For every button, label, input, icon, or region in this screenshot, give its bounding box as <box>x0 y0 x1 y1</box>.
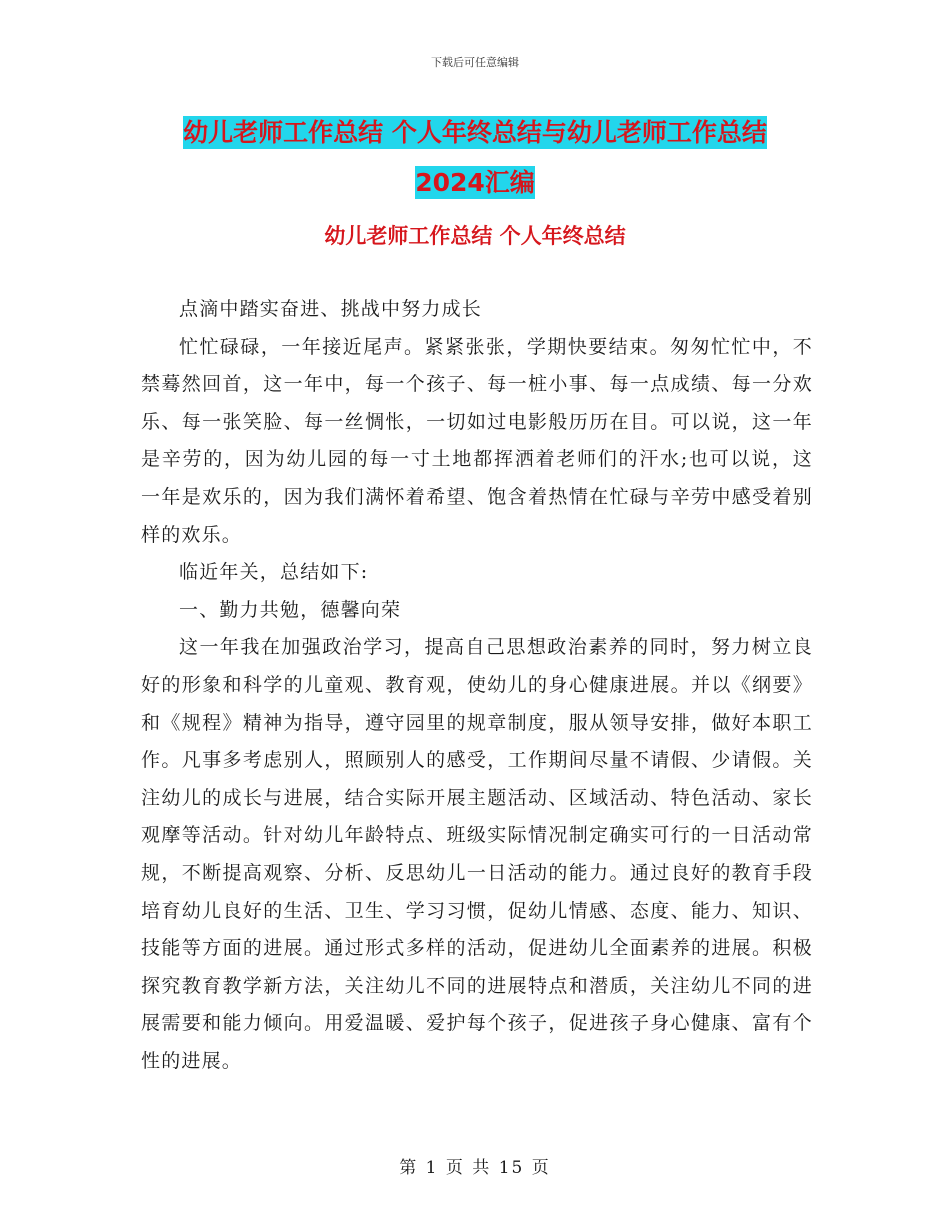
body-text <box>141 291 813 1080</box>
paragraph: 这一年我在加强政治学习，提高自己思想政治素养的同时，努力树立良好的形象和科学的儿童观、教育观，使幼儿的身心健康进展。并以《纲要》和《规程》精神为指导，遵守园里的规章制度，服从领导安排，做好本职工作。凡事多考虑别人，照顾别人的感受，工作期间尽量不请假、少请假。关注幼儿的成长与进展，结合实际开展主题活动、区域活动、特色活动、家长观摩等活动。针对幼儿年龄特点、班级实际情况制定确实可行的一日活动常规，不断提高观察、分析、反思幼儿一日活动的能力。通过良好的教育手段培育幼儿良好的生活、卫生、学习习惯，促幼儿情感、态度、能力、知识、技能等方面的进展。通过形式多样的活动，促进幼儿全面素养的进展。积极探究教育教学新方法，关注幼儿不同的进展特点和潜质，关注幼儿不同的进展需要和能力倾向。用爱温暖、爱护每个孩子，促进孩子身心健康、富有个性的进展。 <box>141 636 813 1072</box>
paragraph: 忙忙碌碌，一年接近尾声。紧紧张张，学期快要结束。匆匆忙忙中，不禁蓦然回首，这一年中，每一个孩子、每一桩小事、每一点成绩、每一分欢乐、每一张笑脸、每一丝惆怅，一切如过电影般历历在目。可以说，这一年是辛劳的，因为幼儿园的每一寸土地都挥洒着老师们的汗水;也可以说，这一年是欢乐的，因为我们满怀着希望、饱含着热情在忙碌与辛劳中感受着别样的欢乐。 <box>141 335 813 546</box>
document-title <box>0 108 950 208</box>
paragraph: 临近年关，总结如下: <box>179 561 369 584</box>
header-note: 下载后可任意编辑 <box>431 56 519 69</box>
section-title: 幼儿老师工作总结 个人年终总结 <box>324 224 626 248</box>
paragraph: 一、勤力共勉，德馨向荣 <box>179 598 402 621</box>
title-line-1: 幼儿老师工作总结 个人年终总结与幼儿老师工作总结 <box>183 118 767 147</box>
title-line-2: 2024汇编 <box>415 168 535 197</box>
page-footer: 第 1 页 共 15 页 <box>399 1158 551 1178</box>
paragraph: 点滴中踏实奋进、挑战中努力成长 <box>179 298 483 320</box>
